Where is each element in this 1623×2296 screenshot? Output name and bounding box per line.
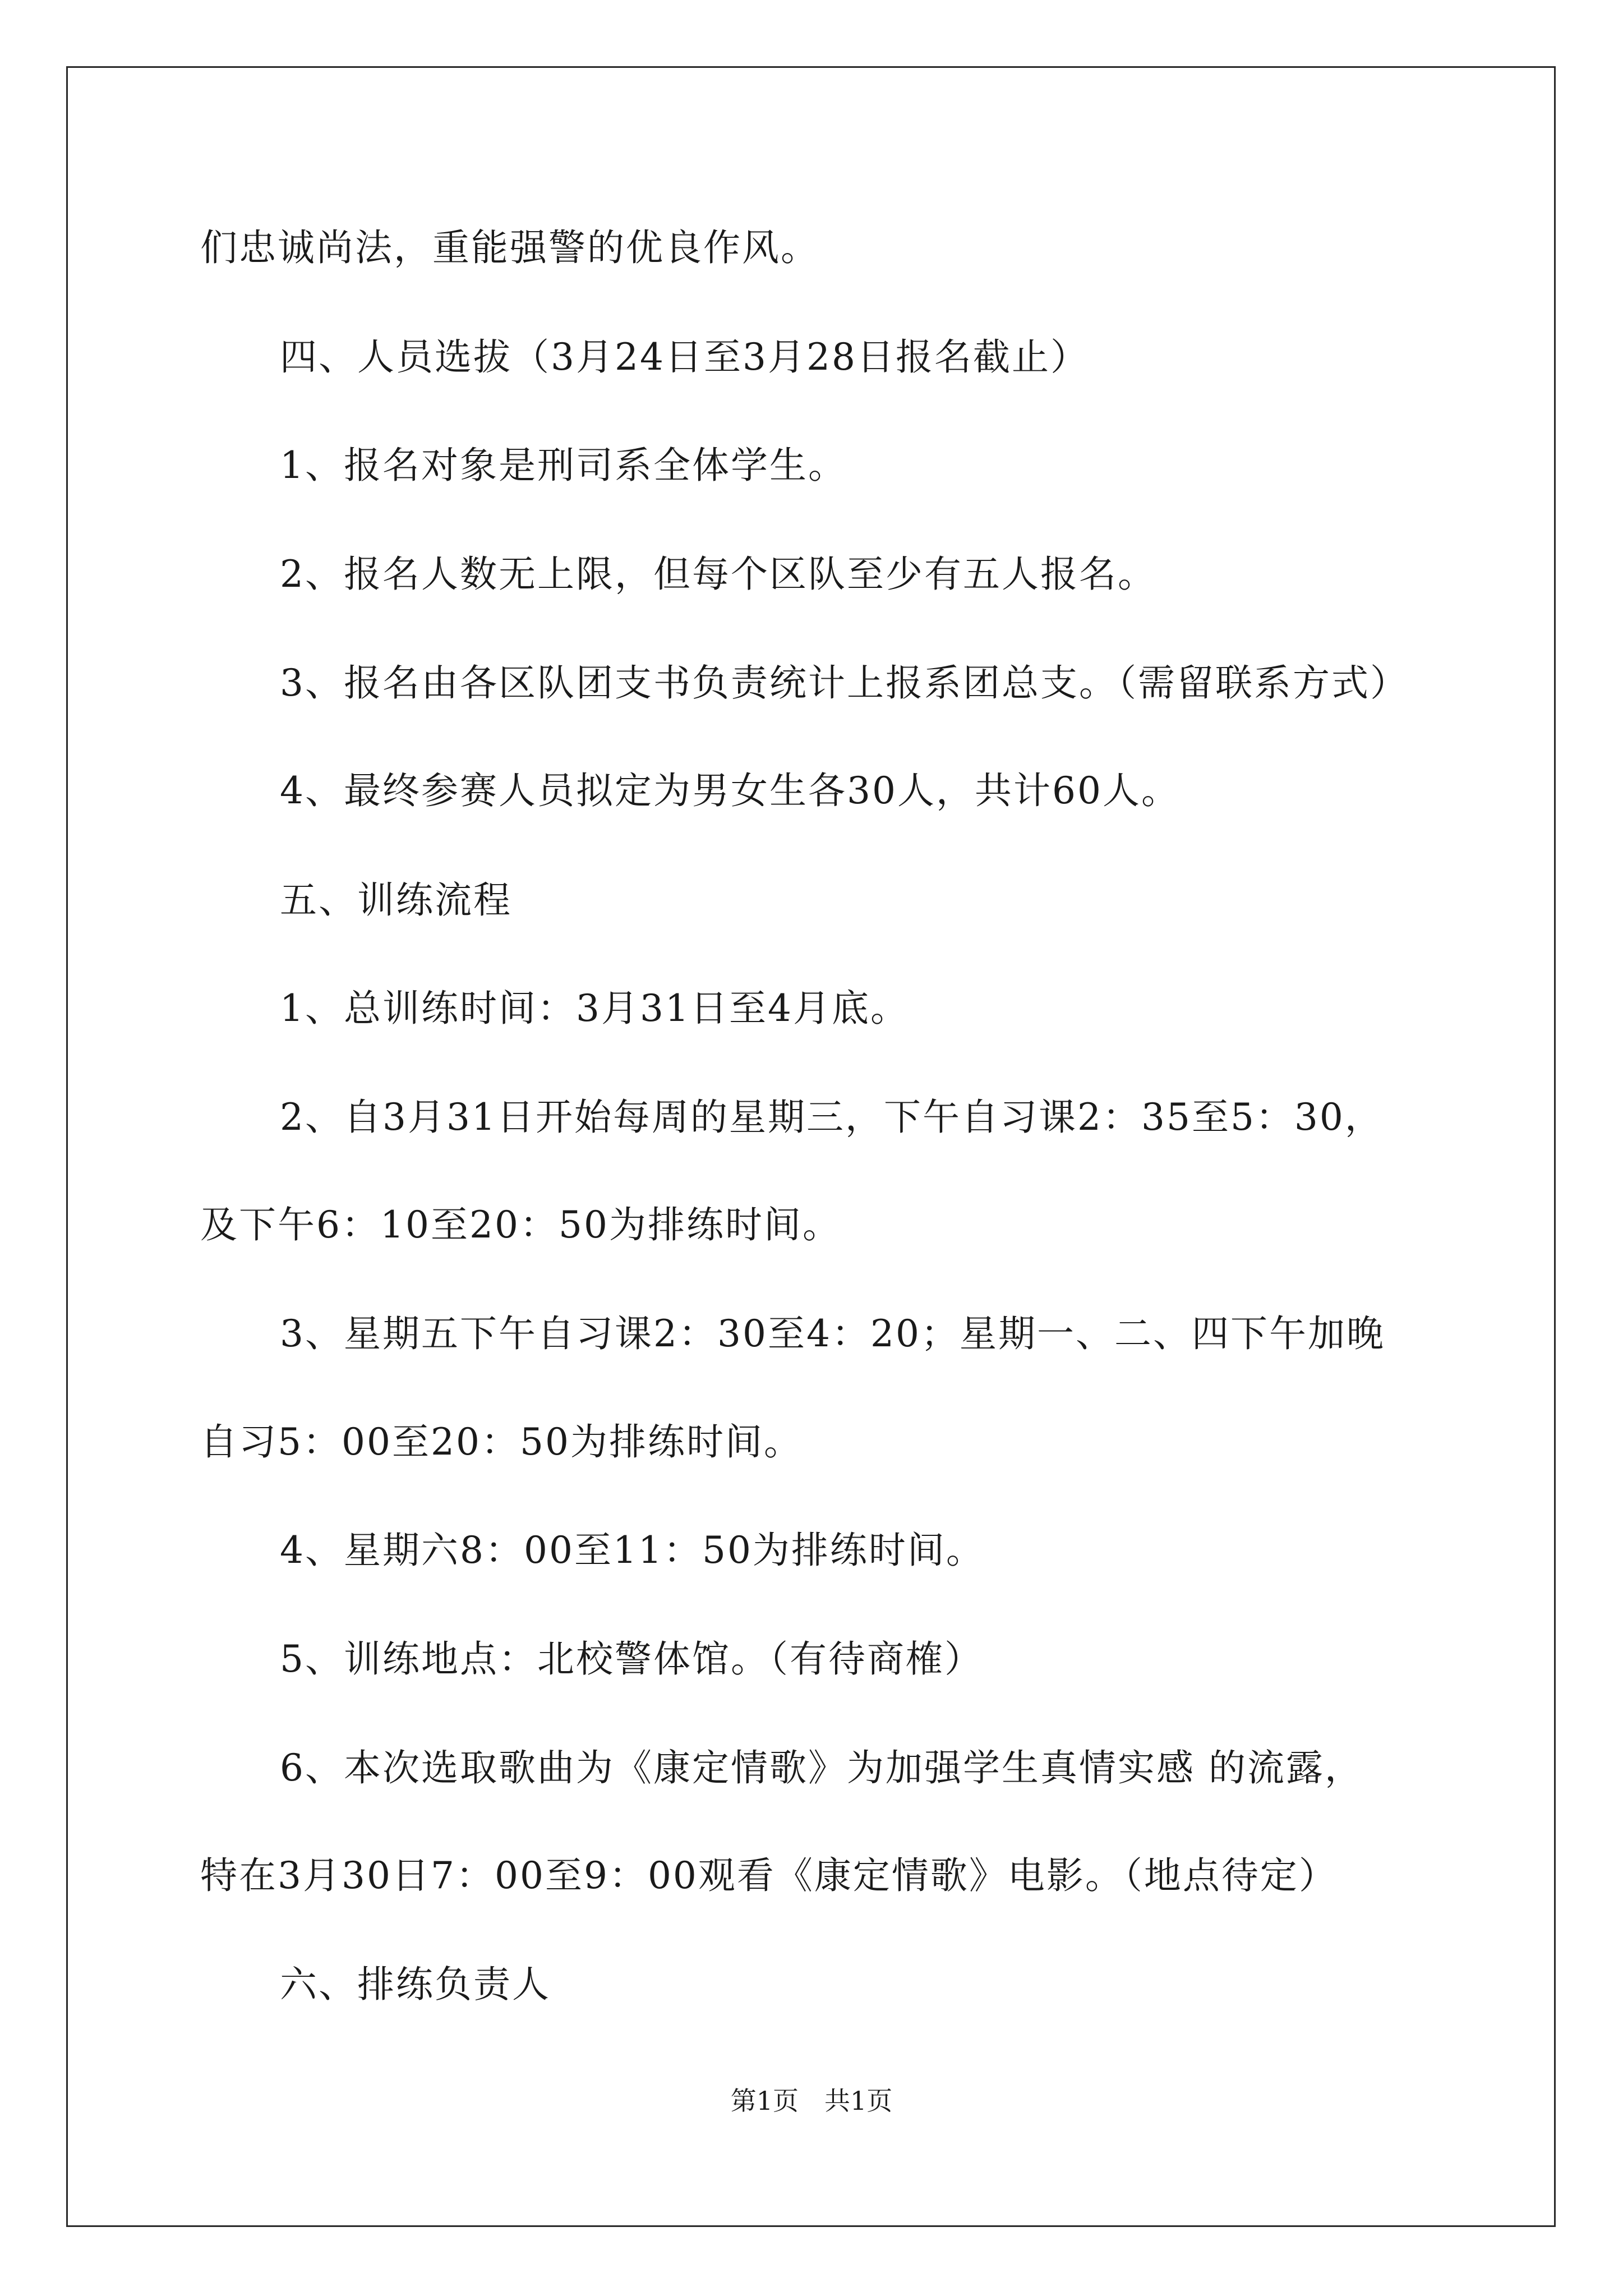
text-line: 自习5：00至20：50为排练时间。	[200, 1420, 803, 1464]
text-line: 3、星期五下午自习课2：30至4：20；星期一、二、四下午加晚	[280, 1312, 1385, 1355]
section-heading: 六、排练负责人	[280, 1963, 551, 2006]
section-heading: 五、训练流程	[280, 878, 512, 922]
page-border	[66, 66, 1556, 2227]
text-line: 2、报名人数无上限，但每个区队至少有五人报名。	[280, 553, 1156, 596]
text-line: 4、最终参赛人员拟定为男女生各30人，共计60人。	[280, 769, 1180, 812]
section-heading: 四、人员选拔（3月24日至3月28日报名截止）	[280, 335, 1089, 379]
text-line: 特在3月30日7：00至9：00观看《康定情歌》电影。（地点待定）	[200, 1854, 1338, 1897]
text-line: 1、总训练时间：3月31日至4月底。	[280, 987, 909, 1030]
text-line: 6、本次选取歌曲为《康定情歌》为加强学生真情实感 的流露，	[280, 1746, 1363, 1789]
text-line: 及下午6：10至20：50为排练时间。	[200, 1203, 841, 1246]
text-line: 4、星期六8：00至11：50为排练时间。	[280, 1529, 985, 1572]
text-line: 3、报名由各区队团支书负责统计上报系团总支。（需留联系方式）	[280, 661, 1409, 705]
text-line: 1、报名对象是刑司系全体学生。	[280, 444, 847, 487]
page-footer: 第1页 共1页	[730, 2086, 893, 2116]
text-line: 们忠诚尚法，重能强警的优良作风。	[200, 226, 819, 269]
text-line: 2、自3月31日开始每周的星期三，下午自习课2：35至5：30，	[280, 1096, 1384, 1139]
text-line: 5、训练地点：北校警体馆。（有待商榷）	[280, 1637, 983, 1681]
